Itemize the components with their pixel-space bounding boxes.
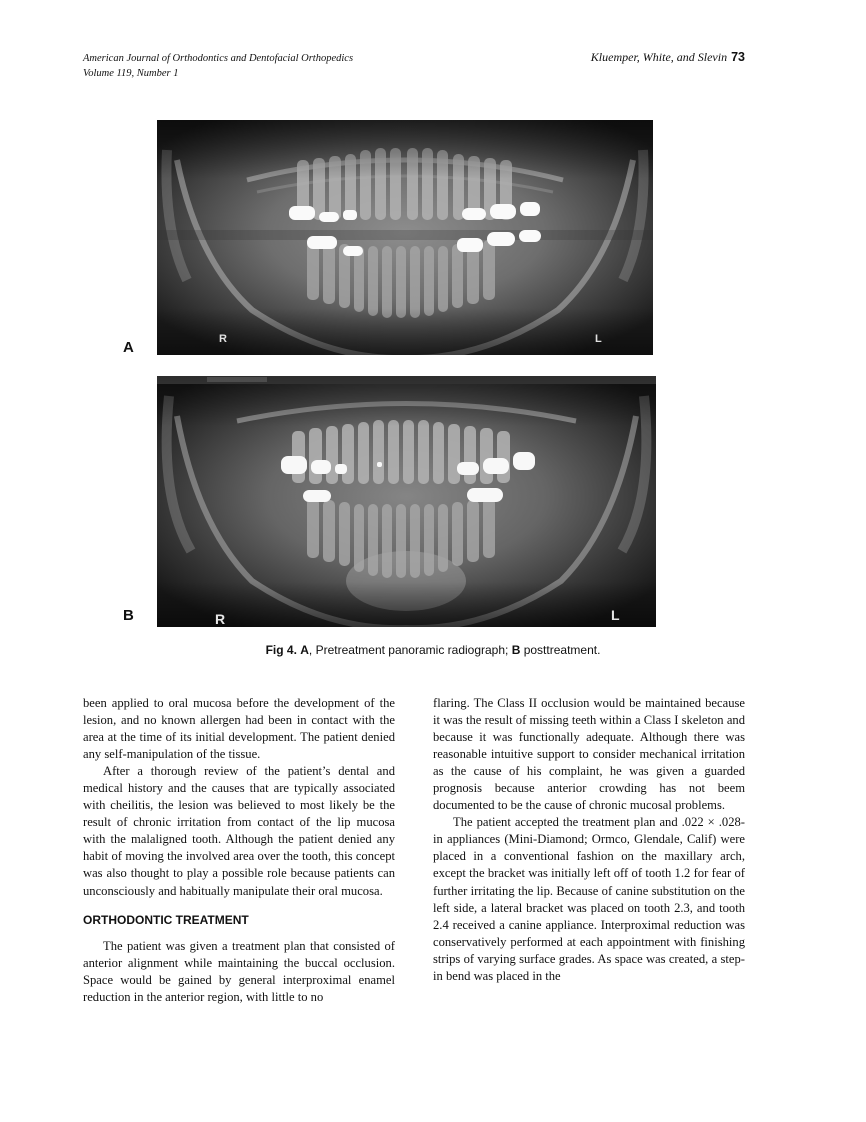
page-number: 73: [731, 50, 745, 64]
caption-label-b: B: [511, 643, 521, 657]
paragraph: The patient accepted the treatment plan and .022 × .028-in appliances (Mini-Diamond; Ormco, Glendale, Calif) were placed in a conventional fashion on the maxillary arch, except the bracket was initially left off of tooth 1.2 for fear of further irritating the lip. Because of canine substitution on the left side, a lateral bracket was placed on tooth 2.3, and tooth 2.4 received a canine appliance. Interproximal reduction was conservatively performed at each appointment with finishing strips of varying surface grades. As space was created, a step-in bend was placed in the: [433, 815, 745, 983]
paragraph: flaring. The Class II occlusion would be maintained because it was the result of missing teeth within a Class I skeleton and because it was functionally adequate. Although there was reasonable intuitive support to consider mechanical irritation as the cause of his complaint, he was given a guarded prognosis because anterior crowding has not beem documented to be the cause of chronic mucosal problems.: [433, 696, 745, 813]
section-heading: ORTHODONTIC TREATMENT: [83, 912, 249, 927]
side-marker-right: R: [219, 333, 227, 345]
panel-b-label: B: [123, 607, 134, 624]
caption-text-a: , Pretreatment panoramic radiograph;: [308, 643, 512, 657]
figure-caption: [0, 643, 866, 657]
side-marker-left: L: [595, 333, 602, 345]
author-names: Kluemper, White, and Slevin: [590, 50, 728, 64]
caption-label-a: A: [300, 643, 309, 657]
radiograph-panel-b: [157, 376, 656, 627]
radiograph-panel-a: [157, 120, 653, 355]
panel-a-label: A: [123, 339, 134, 356]
side-marker-right: R: [215, 611, 226, 627]
paragraph: The patient was given a treatment plan that consisted of anterior alignment while maintaining the buccal occlusion. Space would be gained by general interproximal enamel reduction in the anterior region, with little to no: [83, 938, 395, 1004]
side-marker-left: L: [611, 607, 620, 623]
text-column-left: [83, 695, 395, 1006]
running-header-journal: [83, 51, 353, 81]
caption-text-b: posttreatment.: [520, 643, 601, 657]
paragraph: After a thorough review of the patient’s dental and medical history and the causes that are typically associated with cheilitis, the lesion was believed to most likely be the result of chronic irritation from contact of the lip mucosa with the malaligned tooth. Although the patient denied any habit of moving the involved area over the tooth, this concept was also thought to play a possible role because patients can unconsciously and habitually manipulate their oral mucosa.: [83, 764, 395, 898]
running-header-authors: [591, 50, 745, 65]
journal-title: American Journal of Orthodontics and Dentofacial Orthopedics: [83, 53, 354, 64]
paragraph: been applied to oral mucosa before the development of the lesion, and no known allergen had been in contact with the area at the time of its initial development. The patient denied any self-manipulation of the tissue.: [83, 696, 395, 762]
journal-volume: Volume 119, Number 1: [83, 68, 179, 79]
text-column-right: [433, 695, 745, 985]
caption-figure-number: Fig 4.: [265, 643, 297, 657]
